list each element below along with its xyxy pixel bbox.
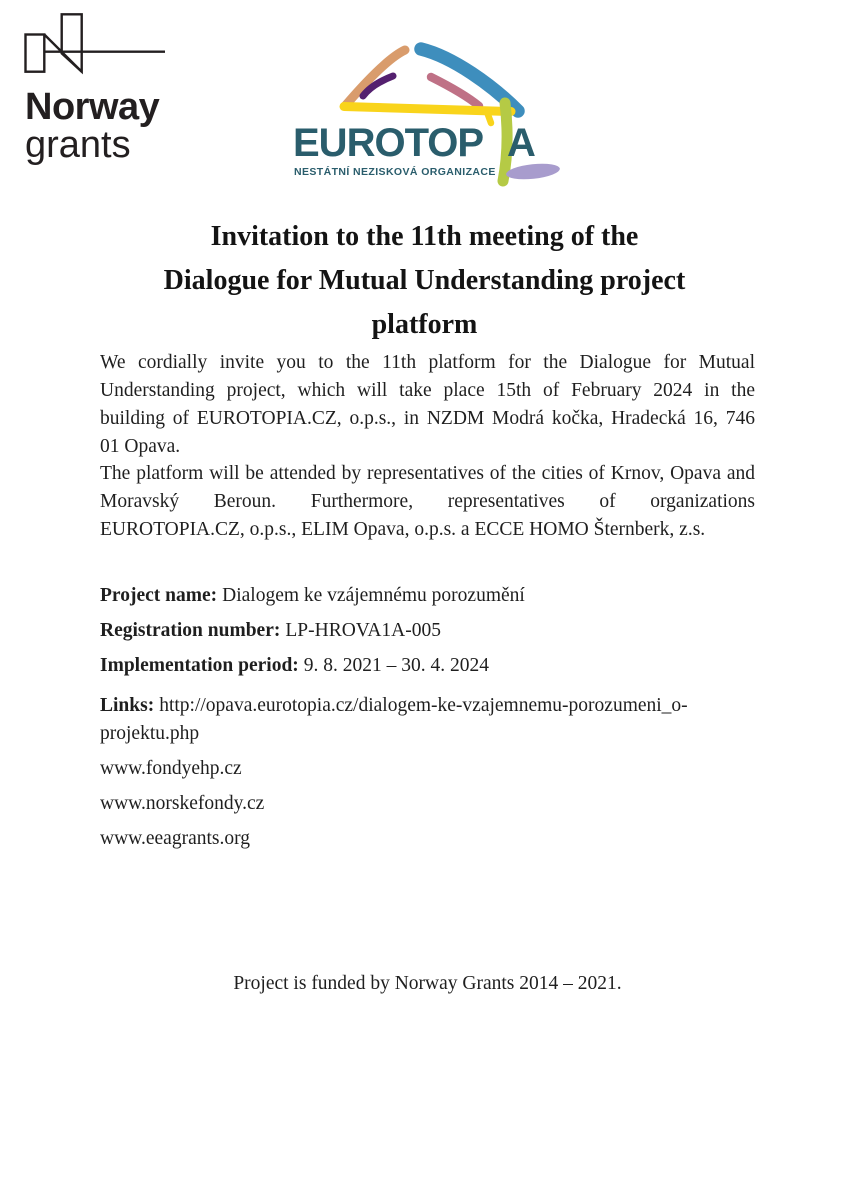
yellow-stub-stroke [487,112,491,123]
title-line-3: platform [371,309,478,340]
detail-row-project-name [100,582,755,610]
eurotopia-subtitle: NESTÁTNÍ NEZISKOVÁ ORGANIZACE [294,166,496,178]
links-label: Links: [100,695,155,716]
title-line-1: Invitation to the 11th meeting of the [210,221,639,252]
body-line: EUROTOPIA.CZ, o.p.s., ELIM Opava, o.p.s. a ECCE HOMO Šternberk, z.s. [100,519,706,540]
body-line: We cordially invite you to the 11th platform for the Dialogue for Mutual [100,352,755,373]
detail-label: Implementation period: [100,655,299,676]
detail-label: Project name: [100,585,218,606]
detail-label: Registration number: [100,620,281,641]
body-line: Understanding project, which will take place 15th of February 2024 in the [100,380,755,401]
detail-row-registration-number [100,617,755,645]
link-url-project-wrap: projektu.php [100,723,200,744]
body-line: Moravský Beroun. Furthermore, representatives of organizations [100,491,755,512]
detail-value: 9. 8. 2021 – 30. 4. 2024 [303,655,490,676]
eurotopia-wordmark-right: A [507,121,535,165]
eurotopia-wordmark-left: EUROTOP [293,121,484,165]
norway-grants-mark-icon [20,10,170,75]
link-url-norskefondy: www.norskefondy.cz [100,793,265,814]
norway-n-glyph [26,14,166,71]
project-details [100,582,755,687]
norway-logo-text-norway: Norway [25,86,160,128]
detail-value: LP-HROVA1A-005 [285,620,442,641]
link-url-project: http://opava.eurotopia.cz/dialogem-ke-vzajemnemu-porozumeni_o- [159,695,688,716]
invitation-title [0,215,849,347]
paragraph-invitation [100,349,755,461]
body-line: building of EUROTOPIA.CZ, o.p.s., in NZDM Modrá kočka, Hradecká 16, 746 [100,408,755,429]
paragraph-attendees [100,460,755,544]
norway-logo-text-grants: grants [25,124,131,166]
detail-row-implementation-period [100,652,755,680]
title-line-2: Dialogue for Mutual Understanding project [163,265,686,296]
norway-grants-logo [0,0,200,180]
roof-left-orange-stroke [345,50,405,106]
body-line: The platform will be attended by representatives of the cities of Krnov, Opava and [100,463,755,484]
detail-value: Dialogem ke vzájemnému porozumění [222,585,525,606]
norway-diagonal [44,35,81,72]
links-section [100,692,755,853]
links-row [100,692,755,748]
link-url-fondyehp: www.fondyehp.cz [100,758,242,779]
body-line: 01 Opava. [100,436,181,457]
funding-note: Project is funded by Norway Grants 2014 – 2021. [233,973,622,994]
eurotopia-logo [285,40,605,195]
link-url-eeagrants: www.eeagrants.org [100,828,250,849]
norway-left-bar [26,35,45,72]
